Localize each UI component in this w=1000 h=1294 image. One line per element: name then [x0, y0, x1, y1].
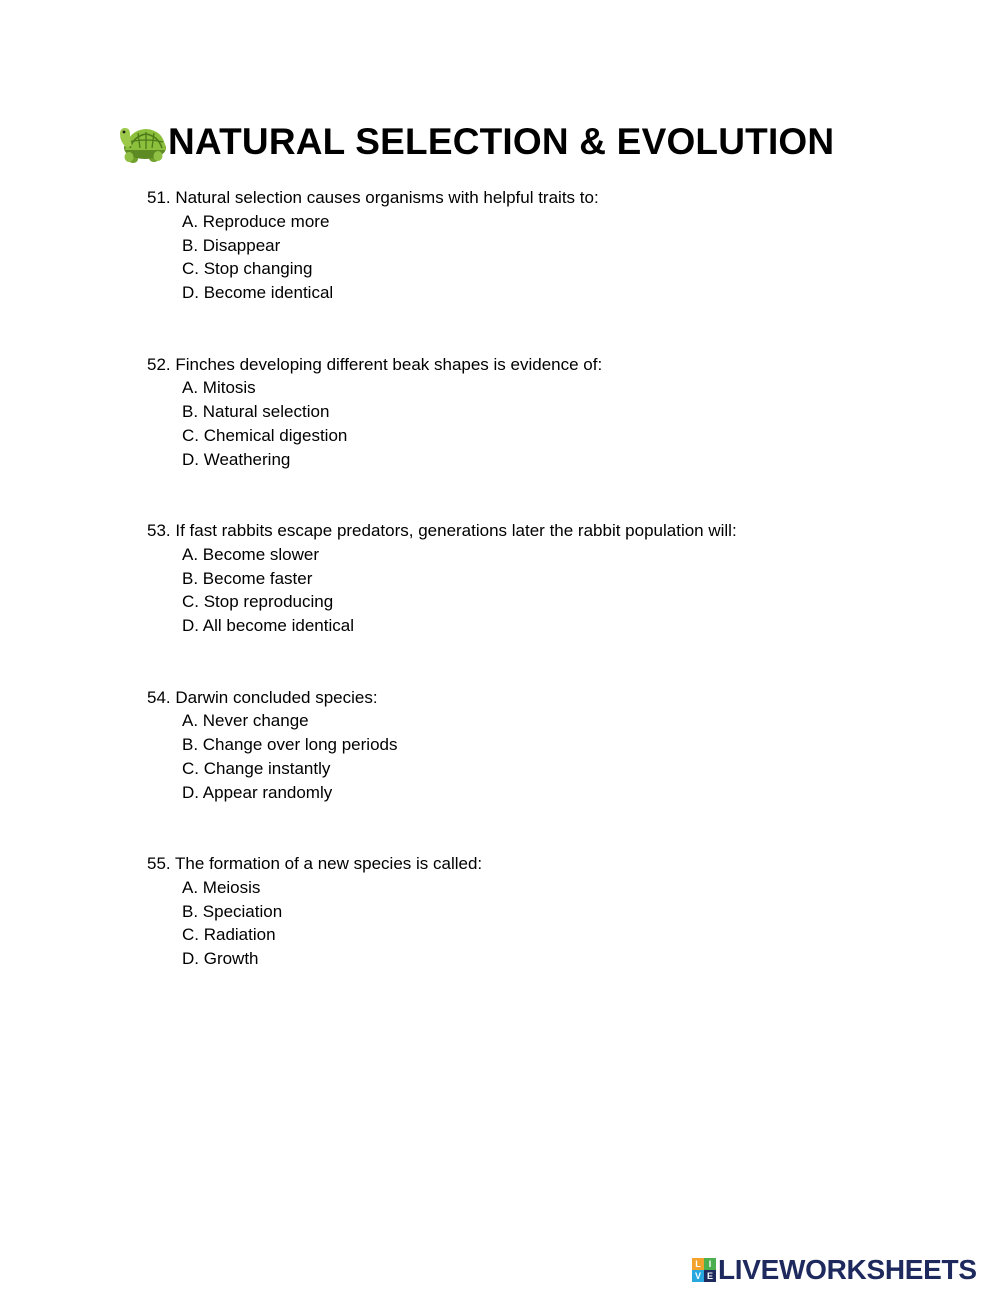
answer-option-b[interactable]: B. Become faster: [182, 568, 313, 588]
liveworksheets-logo: [692, 1255, 977, 1285]
answer-option-b[interactable]: B. Speciation: [182, 901, 283, 921]
answer-option-c[interactable]: C. Stop changing: [182, 259, 313, 279]
question-52: [147, 353, 947, 520]
brand-name: LIVEWORKSHEETS: [718, 1254, 977, 1285]
turtle-icon: [116, 120, 168, 164]
answer-option-c[interactable]: C. Stop reproducing: [182, 592, 334, 612]
answer-option-b[interactable]: B. Change over long periods: [182, 735, 398, 755]
answer-option-a[interactable]: A. Never change: [182, 711, 309, 731]
question-54: [147, 686, 947, 853]
answer-option-d[interactable]: D. Weathering: [182, 449, 291, 469]
question-text: 53. If fast rabbits escape predators, generations later the rabbit population will:: [147, 521, 737, 540]
answer-option-c[interactable]: C. Change instantly: [182, 758, 331, 778]
title-row: [116, 118, 834, 166]
answer-option-d[interactable]: D. All become identical: [182, 616, 354, 636]
answer-option-a[interactable]: A. Become slower: [182, 544, 319, 564]
badge-letter: E: [704, 1270, 716, 1282]
question-51: [147, 186, 947, 353]
answer-option-c[interactable]: C. Radiation: [182, 925, 276, 945]
question-55: [147, 852, 947, 1019]
badge-letter: L: [692, 1258, 704, 1270]
answer-option-b[interactable]: B. Natural selection: [182, 402, 330, 422]
question-53: [147, 519, 947, 686]
answer-option-a[interactable]: A. Meiosis: [182, 877, 261, 897]
answer-option-d[interactable]: D. Become identical: [182, 283, 334, 303]
question-list: [147, 186, 947, 1019]
badge-letter: I: [704, 1258, 716, 1270]
answer-option-d[interactable]: D. Appear randomly: [182, 782, 333, 802]
answer-option-c[interactable]: C. Chemical digestion: [182, 425, 348, 445]
question-text: 55. The formation of a new species is called:: [147, 854, 483, 873]
question-text: 52. Finches developing different beak shapes is evidence of:: [147, 354, 603, 374]
answer-option-b[interactable]: B. Disappear: [182, 235, 281, 255]
page-title: NATURAL SELECTION & EVOLUTION: [168, 121, 835, 162]
question-text: 51. Natural selection causes organisms with helpful traits to:: [147, 188, 599, 207]
answer-option-a[interactable]: A. Reproduce more: [182, 211, 330, 231]
live-badge-icon: [692, 1258, 716, 1282]
question-text: 54. Darwin concluded species:: [147, 687, 378, 707]
badge-letter: V: [692, 1270, 704, 1282]
answer-option-a[interactable]: A. Mitosis: [182, 378, 256, 398]
answer-option-d[interactable]: D. Growth: [182, 949, 259, 969]
